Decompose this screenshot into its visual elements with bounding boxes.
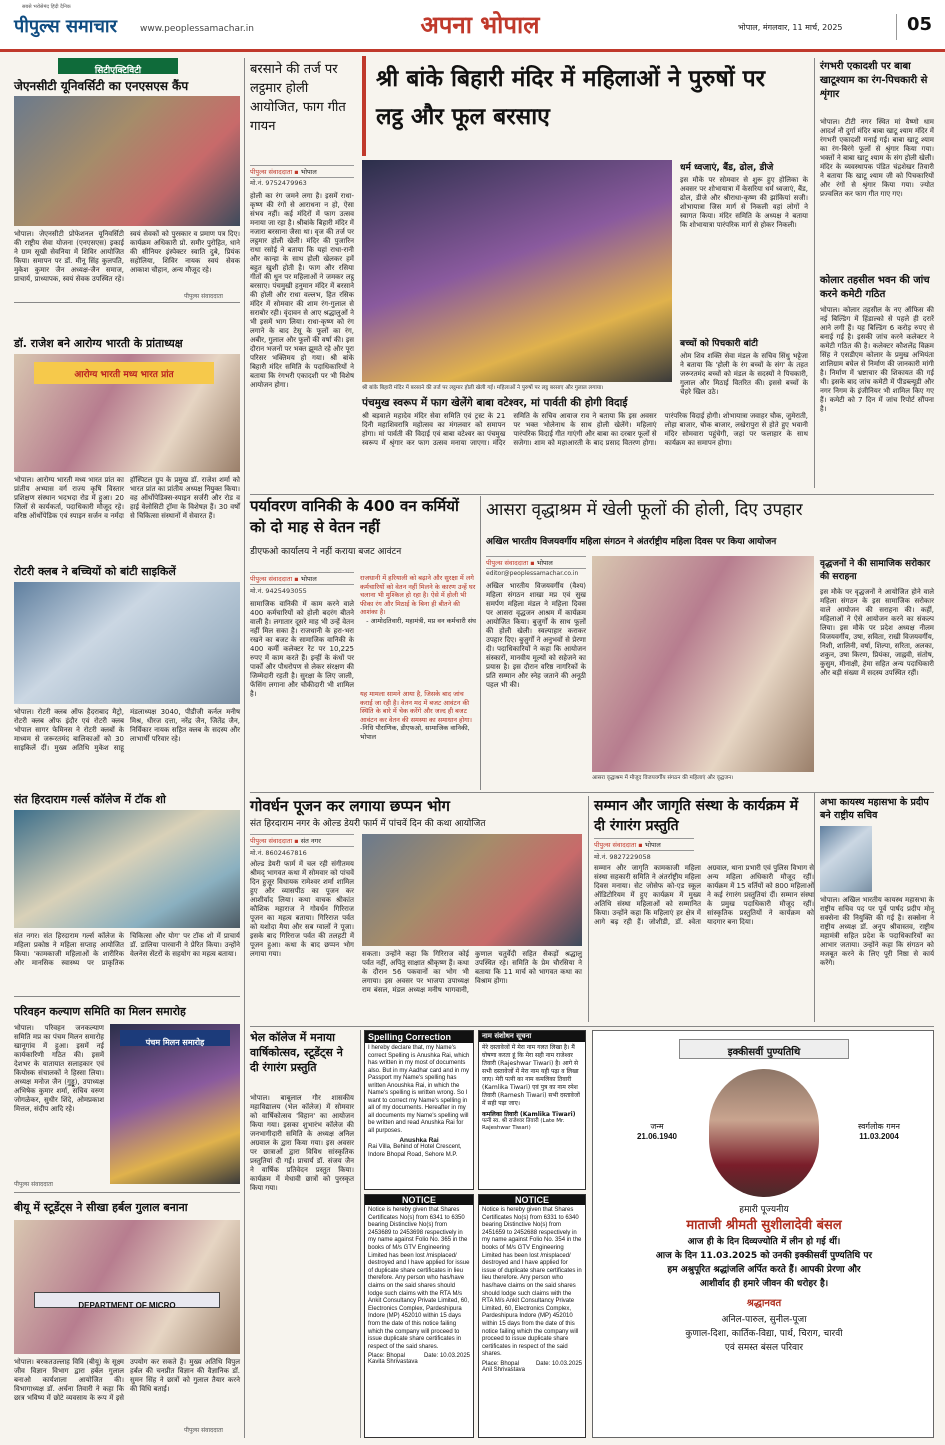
website-url[interactable]: www.peoplessamachar.in xyxy=(140,24,254,34)
samman-body: सम्मान और जागृति कामकाजी महिला संस्था सहकारी समिति ने अंतर्राष्ट्रीय महिला दिवस मनाया। सेट जोसेफ को-एड स्कूल ऑडिटोरियम में हुए कार्यक्रम में मुख्य अतिथि संस्था महिलाओं को सम्मानित किया। उन्होंने कहा कि महिलाएं हर क्षेत्र में आगे बढ़ रही हैं। जोशीडी, डॉ. श्वेता अग्रवाल, थाना प्रभारी एवं पुलिस विभाग से अन्य महिला अधिकारी मौजूद रहीं। कार्यक्रम में 15 वर्तियों को 800 महिलाओं ने कई रंगारंग प्रस्तुतियां दीं। सम्मान संस्था के प्रमुख पदाधिकारी मौजूद रहीं। सांस्कृतिक प्रस्तुतियों ने कार्यक्रम को यादगार बना दिया। xyxy=(594,864,814,926)
rangbhari-body: भोपाल। टीटी नगर स्थित मां वैष्णो धाम आदर्श नौ दुर्गा मंदिर बाबा खाटू श्याम मंदिर में रंगभरी एकादशी मनाई गई। बाबा खाटू श्याम का रंग-बिरंगे फूलों से श्रृंगार किया गया। भक्तों ने बाबा खाटू श्याम के संग होली खेली। मंदिर के व्यवस्थापक पंडित चंद्रशेखर तिवारी ने बताया कि खाटू श्याम जी को पिचकारियों और रंगों से श्रृंगार किया गया। ज्योत प्रज्वलित कर फाग गीत गाए गए। xyxy=(820,118,934,198)
bhel-body: भोपाल। बाबूलाल गौर शासकीय महाविद्यालय (भेल कॉलेज) में सोमवार को वार्षिकोत्सव 'विहान' का आयोजन किया गया। इसका शुभारंभ कॉलेज की जनभागीदारी समिति के अध्यक्ष अनिल अग्रवाल के द्वारा किया गया। इस अवसर पर छात्राओं द्वारा विविध सांस्कृतिक प्रस्तुतियां दी गईं। प्राचार्य डॉ. संजय जैन ने वार्षिक प्रतिवेदन प्रस्तुत किया। कार्यक्रम में मेधावी छात्रों को पुरस्कृत किया गया। xyxy=(250,1094,354,1192)
spelling-title: Spelling Correction xyxy=(365,1031,473,1043)
bhel-headline: भेल कॉलेज में मनाया वार्षिकोत्सव, स्टूडेंट्स ने दी रंगारंग प्रस्तुति xyxy=(250,1031,343,1074)
banke-bihari-photo xyxy=(362,160,672,382)
paryavaran-quote1 xyxy=(360,574,476,686)
obituary-family1: अनिल-पारुल, सुनील-पूजा xyxy=(721,1315,807,1325)
barsane-byline-text: पीपुल्स संवाददाता xyxy=(250,168,293,176)
govardhan-subhead: संत हिरदाराम नगर के ओल्ड डेयरी फार्म में पांचवें दिन की कथा आयोजित xyxy=(250,819,486,829)
death-label: स्वर्गलोक गमन xyxy=(858,1122,900,1131)
story-talkshow-body: संत नगर। संत हिरदाराम गर्ल्स कॉलेज के महिला प्रकोष्ठ ने महिला सप्ताह आयोजित किया। 'कामकाजी महिलाओं के शारीरिक और मानसिक स्वास्थ्य पर प्राकृतिक चिकित्सा और योग' पर टॉक शो में प्राचार्य डॉ. डालिया पारवानी ने प्रेरित किया। उन्होंने वेलनेस सेंटरों के सहयोग का महत्व बताया। xyxy=(14,932,240,967)
obituary-message xyxy=(601,1203,927,1355)
divider xyxy=(14,302,240,303)
banke-side2-body: ओम शिव शक्ति सेवा मंडल के सचिव सिंधु भट्टेजा ने बताया कि 'होली के रंग बच्चों के संग' के तहत जरूरतमंद बच्चों को मंडल के सदस्यों ने पिचकारी, गुलाल और मिठाई वितरित की। इससे बच्चों के चेहरे खिल उठे। xyxy=(680,352,808,396)
story-herbal-byline: पीपुल्स संवाददाता xyxy=(184,1427,223,1434)
barsane-mobile: मो.नं. 9752479963 xyxy=(250,179,307,187)
paryavaran-subhead: डीएफओ कार्यालय ने नहीं कराया बजट आवंटन xyxy=(250,547,402,557)
samman-mobile: मो.नं. 9827229058 xyxy=(594,853,651,861)
logo-tag: सबसे भरोसेमंद हिंदी दैनिक xyxy=(22,4,71,10)
kayastha-headline: अभा कायस्थ महासभा के प्रदीप बने राष्ट्रीय सचिव xyxy=(820,797,929,821)
notice1-place: Place: Bhopal xyxy=(368,1353,406,1360)
arogya-event-photo xyxy=(14,354,240,472)
banke-side1-body: इस मौके पर सोमवार से शुरू हुए होलिका के अवसर पर शोभायात्रा में केसरिया धर्म ध्वजाएं, बैंड, ढोल, डीजे और श्रीराधा-कृष्ण की झांकियां सजी। शोभायात्रा जिस मार्ग से निकली वहां लोगों ने स्वागत किया। मंदिर समिति के अध्यक्ष ने बताया कि शोभायात्रा पारंपरिक मार्ग से होकर निकली। xyxy=(680,176,808,229)
logo-text: पीपुल्स समाचार xyxy=(14,16,117,37)
paryavaran-byline-text: पीपुल्स संवाददाता xyxy=(250,575,293,583)
page-number xyxy=(896,14,932,40)
obituary-line2: आज के दिन 11.03.2025 को उनकी इक्कीसवीं पुण्यतिथि पर xyxy=(655,1251,873,1261)
section-divider xyxy=(250,792,934,793)
obituary-name: माताजी श्रीमती सुशीलादेवी बंसल xyxy=(686,1218,842,1233)
notice2-signatory: Anil Shrivastava xyxy=(482,1366,526,1373)
arogya-banner xyxy=(34,362,214,384)
samman-headline: सम्मान और जागृति संस्था के कार्यक्रम में दी रंगारंग प्रस्तुति xyxy=(594,798,799,834)
herbal-gulal-photo xyxy=(14,1220,240,1354)
obituary-portrait xyxy=(709,1069,819,1197)
samman-byline-text: पीपुल्स संवाददाता xyxy=(594,841,637,849)
aasra-subhead: अखिल भारतीय विजयवर्गीय महिला संगठन ने अंतर्राष्ट्रीय महिला दिवस पर किया आयोजन xyxy=(486,537,777,547)
birth-date: 21.06.1940 xyxy=(636,1132,678,1141)
story-arogya-headline: डॉ. राजेश बने आरोग्य भारती के प्रांताध्यक्ष xyxy=(14,337,183,350)
share-notice-2 xyxy=(478,1194,586,1438)
herbal-banner-text: DEPARTMENT OF MICRO xyxy=(78,1301,176,1310)
masthead-logo xyxy=(14,4,134,38)
samman-byline: पीपुल्स संवाददाता ▪ भोपाल xyxy=(594,838,694,851)
notice2-date: Date: 10.03.2025 xyxy=(535,1360,582,1367)
barsane-body: होली का रंग जमने लगा है। इसमें राधा-कृष्ण की रंगों से आराधना न हो, ऐसा संभव नहीं। कई मंदिरों में फाग उत्सव मनाया जा रहा है। श्रीबांके बिहारी मंदिर में नजारा बरसाना जैसा था। वृज की तर्ज पर लट्ठमार होली खेली। मंदिर की पुजारिन राधा रसोई ने बताया कि यहां राधा-रानी और कान्हा के साथ होली खेलकर हमें बहुत खुशी होती है। फाग और रसिया गीतों की धुन पर महिलाओं ने जमकर लट्ठ बरसाए। पंचमुखी हनुमान मंदिर में बरसाने की होली और राधा वल्लभ, हित रसिक मंदिर में सोमवार की शाम रंग-गुलाल से सराबोर रही। वृंदावन से आए श्रद्धालुओं ने भी इसमें भाग लिया। राधा-कृष्ण को रंग लगाने के बाद टेसू के फूलों का रंग, अबीर, गुलाल और फूलों की वर्षा की। इस दौरान भजनों पर भक्त झूमते रहे और पूरा परिसर भक्तिमय हो गया। श्री बांके बिहारी मंदिर समिति के पदाधिकारियों ने बताया कि रंगभरी एकादशी पर भी विशेष आयोजन होगा। xyxy=(250,192,354,389)
story-parivahan-byline: पीपुल्स संवाददाता xyxy=(14,1181,53,1188)
govardhan-body2: सकता। उन्होंने कहा कि गिरिराज कोई पर्वत नहीं, अपितु साक्षात श्रीकृष्ण हैं। कथा के दौरान 56 पकवानों का भोग भी लगाया। इस अवसर पर भाजपा उपाध्यक्ष राम बंसल, मंडल अध्यक्ष मनीष भागवानी, कुणाल चतुर्वेदी सहित सैकड़ों श्रद्धालु उपस्थित रहे। समिति के प्रेम चौरसिया ने बताया कि 11 मार्च को भागवत कथा का विश्राम होगा। xyxy=(362,950,582,994)
notice1-title: NOTICE xyxy=(365,1195,473,1205)
obituary-intro: हमारी पूज्यनीय xyxy=(739,1205,789,1215)
aasra-byline-text: पीपुल्स संवाददाता xyxy=(486,559,529,567)
column-divider xyxy=(588,796,589,1022)
parivahan-photo xyxy=(110,1024,240,1184)
paryavaran-mobile: मो.नं. 9425493055 xyxy=(250,587,307,595)
parivahan-banner-text: पंचम मिलन समारोह xyxy=(145,1038,205,1047)
section-title xyxy=(380,8,580,40)
govardhan-mobile: मो.नं. 8602467816 xyxy=(250,849,307,857)
kolar-body: भोपाल। कोलार तहसील के नए ऑफिस की नई बिल्डिंग में हिंडाल्को से पहले ही दरारें आने लगी हैं। यह बिल्डिंग 6 करोड़ रुपए से बनाई गई है। इसकी जांच करने कलेक्टर ने कमेटी गठित की है। कलेक्टर कौशलेंद्र विक्रम सिंह ने एसडीएम कोलार के प्रमुख अभियंता शालिग्राम बघेल से निर्माण की जानकारी मांगी है। निर्माण में भ्रष्टाचार की शिकायत की गई थी। इसके बाद जांच कमेटी में पीडब्ल्यूडी और नगर निगम के इंजीनियर भी शामिल किए गए हैं। कमेटी को 7 दिन में जांच रिपोर्ट सौंपना है। xyxy=(820,306,934,413)
aasra-photo xyxy=(592,556,814,772)
govardhan-headline: गोवर्धन पूजन कर लगाया छप्पन भोग xyxy=(250,797,450,815)
arogya-banner-text: आरोग्य भारती मध्य भारत प्रांत xyxy=(74,370,174,380)
section-divider xyxy=(250,494,934,495)
banke-bihari-headline-box xyxy=(362,56,808,156)
paryavaran-quote2-text: यह मामला सामने आया है, जिसके बाद जांच कराई जा रही है। वेतन मद में बजट आवंटन की स्थिति के बारे में चेक करेंगे और जल्द ही बजट आवंटन कर वेतन की समस्या का समाधान होगा। xyxy=(360,690,472,724)
banke-bihari-caption: श्री बांके बिहारी मंदिर में बरसाने की तर्ज पर लट्ठमार होली खेली गई। महिलाओं ने पुरुषों पर लट्ठ बरसाए और गुलाल लगाया। xyxy=(362,385,604,391)
aasra-email[interactable]: editor@peoplessamachar.co.in xyxy=(486,570,579,577)
story-arogya-body: भोपाल। आरोग्य भारती मध्य भारत प्रांत का प्रांतीय अभ्यास वर्ग राज्य कृषि विस्तार प्रशिक्षण संस्थान भदभदा रोड में हुआ। 20 जिलों से कार्यकर्ता, पदाधिकारी मौजूद रहे। वरिष्ठ ऑर्थोपेडिक एवं स्पाइन सर्जन व नर्मदा हॉस्पिटल ग्रुप के प्रमुख डॉ. राजेश शर्मा को भारत प्रांत का प्रांतीय अध्यक्ष नियुक्त किया। वह ऑर्थोपेडिक्स-स्पाइन सर्जरी और रोड व हाई वेलोसिटी ट्रॉमा के विशेषज्ञ हैं। 30 वर्षों से चिकित्सा संस्थानों में सेवारत हैं। xyxy=(14,476,240,520)
banke-side2-headline: बच्चों को पिचकारी बांटी xyxy=(680,339,758,349)
notice2-title: NOTICE xyxy=(479,1195,585,1205)
birth-label: जन्म xyxy=(650,1122,664,1131)
spelling-address: Rai Villa, Behind of Hotel Crescent, Indore Bhopal Road, Sehore M.P. xyxy=(368,1144,462,1158)
banke-bihari-headline: श्री बांके बिहारी मंदिर में महिलाओं ने पुरुषों पर लट्ठ और फूल बरसाए xyxy=(376,66,766,130)
parivahan-banner xyxy=(120,1030,230,1046)
name-change-notice xyxy=(478,1030,586,1190)
story-herbal-body: भोपाल। बरकतउल्लाह विवि (बीयू) के सूक्ष्म जीव विज्ञान विभाग द्वारा हर्बल गुलाल बनाओ कार्यशाला आयोजित की। विभागाध्यक्ष डॉ. अर्चना तिवारी ने कहा कि छात्र भविष्य में छोटे व्यवसाय के रूप में इसे उपयोग कर सकते हैं। मुख्य अतिथि विपुल हर्बल की चनप्रीत विज्ञान की वैज्ञानिक डॉ. सुमन सिंह ने छात्रों को गुलाल तैयार करने की विधि बताई। xyxy=(14,1358,240,1402)
barsane-headline: बरसाने की तर्ज पर लट्ठमार होली आयोजित, फाग गीत गायन xyxy=(250,62,346,134)
notice1-signatory: Kavita Shrivastava xyxy=(368,1359,418,1366)
aasra-headline: आसरा वृद्धाश्रम में खेली फूलों की होली, दिए उपहार xyxy=(486,500,803,520)
spelling-name: Anushka Rai xyxy=(399,1137,439,1144)
page-number-text: 05 xyxy=(906,14,932,35)
story-nss-headline: जेएनसीटी यूनिवर्सिटी का एनएसएस कैंप xyxy=(14,79,189,93)
paryavaran-byline: पीपुल्स संवाददाता ▪ भोपाल xyxy=(250,572,354,585)
barsane-byline-place: भोपाल xyxy=(300,168,317,176)
obituary-birth xyxy=(617,1121,697,1141)
notice1-body: Notice is hereby given that Shares Certificates No(s) from 6341 to 6350 bearing Distinctive No(s) from 2453689 to 2453698 respectively in my name against Folio No. 365 in the books of M/s GTV Engineering Limited has been lost /misplaced/ destroyed and I have applied for issue of duplicate share certificates in lieu therefore. Any person who has/have claims on the said shares should lodge such claims with the RTA M/s Ankit Consultancy Private Limited, 60, Electronics Complex, Pardeshipura Indore (MP) 452010 within 15 days from the date of this notice failing which the company will proceed to issue duplicate share certificates in respect of the said shares. xyxy=(368,1207,470,1350)
paryavaran-quote2-by: -निधि पौराणिक, डीएफओ, सामाजिक वानिकी, भोपाल xyxy=(360,724,470,741)
nss-camp-photo xyxy=(14,96,240,226)
samman-byline-place: भोपाल xyxy=(644,841,661,849)
column-divider xyxy=(814,792,815,1022)
story-herbal-headline: बीयू में स्टूडेंट्स ने सीखा हर्बल गुलाल बनाना xyxy=(14,1201,188,1214)
govardhan-photo xyxy=(362,834,582,946)
rangbhari-headline: रंगभरी एकादशी पर बाबा खाटूश्याम का रंग-पिचकारी से शृंगार xyxy=(820,61,928,100)
share-notice-1 xyxy=(364,1194,474,1438)
obituary-line1: आज ही के दिन दिव्यज्योति में लीन हो गई थीं। xyxy=(687,1237,841,1247)
notice1-date: Date: 10.03.2025 xyxy=(423,1353,470,1360)
obituary-line4: आशीर्वाद ही हमारे जीवन की धरोहर है। xyxy=(699,1279,829,1289)
city-activity-column xyxy=(14,58,240,1438)
paryavaran-quote1-text: राजधानी में हरियाली को बढ़ाने और सुरक्षा में लगे कर्मचारियों को वेतन नहीं मिलने के कारण उन्हें घर चलाना भी मुश्किल हो रहा है। ऐसे में होली भी फीका रंग और मिठाई के बिना ही बीतने की आशंका है। xyxy=(360,574,476,616)
herbal-banner xyxy=(34,1292,220,1308)
dateline: भोपाल, मंगलवार, 11 मार्च, 2025 xyxy=(738,23,843,32)
city-activity-tag-text: सिटीएक्टिविटी xyxy=(94,66,142,76)
aasra-byline: पीपुल्स संवाददाता ▪ भोपाल xyxy=(486,556,586,569)
story-rotary-body: भोपाल। रोटरी क्लब ऑफ हैदराबाद मैट्रो, रोटरी क्लब ऑफ इंदौर एवं रोटरी क्लब भोपाल सागर फेमिनस ने रोटरी क्लबों के माध्यम से जरूरतमंद बालिकाओं को 30 साइकिलें दीं। मुख्य अतिथि मुकेश साहू मंडलाध्यक्ष 3040, पीडीजी कर्नल मनीष मिश्र, धीरज दत्ता, नरेंद्र जैन, जितेंद्र जैन, निर्विकार नायक सहित क्लब के सदस्य और लाभार्थी परिवार रहे। xyxy=(14,708,240,752)
story-rotary-headline: रोटरी क्लब ने बच्चियों को बांटी साइकिलें xyxy=(14,564,240,580)
paryavaran-headline: पर्यावरण वानिकी के 400 वन कर्मियों को दो माह से वेतन नहीं xyxy=(250,497,459,536)
story-parivahan-headline: परिवहन कल्याण समिति का मिलन समारोह xyxy=(14,1005,186,1018)
banke-side1-headline: धर्म ध्वजाएं, बैंड, ढोल, डीजे xyxy=(680,163,774,173)
spelling-correction-notice xyxy=(364,1030,474,1190)
paryavaran-quote2 xyxy=(360,690,476,790)
city-activity-tag xyxy=(58,58,178,74)
story-nss-byline: पीपुल्स संवाददाता xyxy=(184,293,223,300)
aasra-body: अखिल भारतीय विजयवर्गीय (वैश्य) महिला संगठन शाखा मप्र एवं सुख समर्पण महिला मंडल ने महिला दिवस पर आसरा वृद्धजन आश्रम में कार्यक्रम आयोजित किया। बुजुर्गों के साथ फूलों की होली खेली। स्वल्पाहार कराकर उपहार दिए। बुजुर्गों ने अनुभवों से प्रेरणा दी। पदाधिकारियों ने कहा कि आयोजन संस्कारों, मानवीय मूल्यों को सहेजने का प्रयास है। इस दौरान वरिष्ठ नागरिकों के प्रति सम्मान और स्नेह जताने की अनूठी पहल भी की। xyxy=(486,582,586,689)
govardhan-byline: पीपुल्स संवाददाता ▪ संत नगर xyxy=(250,834,354,847)
aasra-byline-place: भोपाल xyxy=(536,559,553,567)
spelling-body: I hereby declare that, my Name's correct Spelling is Anushka Rai, which has written in my most of documents also. But in my Aadhar card and in my Passport my Name's spelling has written Anoushka Rai, in which the Name's spelling is written wrong. So I want to correct my Name's spelling in all of my documents. Hereafter in my all documents my Name's spelling will be written and read Anushka Rai for all purposes. xyxy=(368,1045,470,1134)
obituary-family3: एवं समस्त बंसल परिवार xyxy=(724,1343,804,1353)
story-nss-body: भोपाल। जेएनसीटी प्रोफेशनल यूनिवर्सिटी की राष्ट्रीय सेवा योजना (एनएसएस) इकाई ने ग्राम सूखी सेवनिया में शिविर आयोजित किया। समापन पर डॉ. मीनू सिंह कुलपति, मुकेश कुमार जैन अध्यक्ष-जैन समाज, प्राचार्य, प्राध्यापक, स्वयं सेवक उपस्थित रहे। स्वयं सेवकों को पुरस्कार व प्रमाण पत्र दिए। कार्यक्रम अधिकारी प्रो. समीर पुरोहित, धाने की सीनियर इंस्पेक्टर स्वाति दुबे, प्रियंक सहोलिया, शिविर नायक स्वयं सेवक आकाश चौहान, अन्य मौजूद रहे। xyxy=(14,230,240,283)
govardhan-body: ओल्ड डेयरी फार्म में चल रही संगीतमय श्रीमद् भागवत कथा में सोमवार को पांचवें दिन हुजूर विधायक रामेश्वर शर्मा शामिल हुए और व्यासपीठ का पूजन कर आशीर्वाद लिया। कथा वाचक श्रीकांत कौशिक महाराज ने गोवर्धन गिरिराज पूजन का महत्व बताया। गिरिराज पर्वत को यशोदा मैया और सब ग्वालों ने पूजा। इसके बाद गिरिराज पर्वत की तलहटी में पूजन हुआ। कथा के बाद छप्पन भोग लगाया गया। xyxy=(250,860,354,958)
story-talkshow-headline: संत हिरदाराम गर्ल्स कॉलेज में टॉक शो xyxy=(14,792,240,808)
govardhan-byline-text: पीपुल्स संवाददाता xyxy=(250,837,293,845)
banke-sub-body: श्री बड़वाले महादेव मंदिर सेवा समिति एवं ट्रस्ट के 21 दिनी महाशिवरात्रि महोत्सव का मंगलवार को समापन होगा। मां पार्वती की विदाई एवं बाबा वटेश्वर का पंचमुख स्वरूप में श्रृंगार कर फाग उत्सव मनाया जाएगा। मंदिर समिति के सचिव आवाज राव ने बताया कि इस अवसर पर भक्त भोलेनाथ के साथ होली खेलेंगे। महिलाएं पारंपरिक विदाई गीत गाएंगी और बाबा का दरबार फूलों से सजेगा। शाम को महाआरती के बाद प्रसाद वितरण होगा। पारंपरिक विदाई होगी। शोभायात्रा जवाहर चौक, जुमेराती, लोहा बाजार, चौक बाजार, लखेरापुरा से होते हुए भवानी मंदिर सोमवारा पहुंचेगी, जहां पर फलाहार के साथ कार्यक्रम का समापन होगा। xyxy=(362,412,808,447)
paryavaran-quote1-by: - आमोदतिवारी, महामंत्री, मप्र वन कर्मचारी संघ xyxy=(366,616,476,625)
column-divider xyxy=(360,1030,361,1438)
rotary-cycles-photo xyxy=(14,582,240,704)
obituary-title: इक्कीसवीं पुण्यतिथि xyxy=(727,1047,801,1058)
aasra-side-headline: वृद्धजनों ने की सामाजिक सरोकार की सराहना xyxy=(820,559,931,582)
aasra-side-body: इस मौके पर वृद्धजनों ने आयोजित होने वाले महिला संगठन के इस सामाजिक सरोकार वाले आयोजन की सराहना की। कहीं, महिलाओं ने ऐसे आयोजन करने का संकल्प लिया। इस मौके पर प्रदेश अध्यक्ष नीलम विजयवर्गीय, उषा, सविता, राखी विजयवर्गीय, निशी, शालिनी, वर्षा, शिल्पा, सरिता, अलका, शकुन, उषा किरण, प्रियंका, जाह्नवी, संतोष, कुसुम, मीनाक्षी, हेमा सहित अन्य पदाधिकारी और बड़ी संख्या में सदस्य उपस्थित रहीं। xyxy=(820,588,934,677)
divider xyxy=(14,1192,240,1193)
paryavaran-body: सामाजिक वानिकी में काम करने वाले 400 कर्मचारियों को होली बदरंग बीतने वाली है। लगातार दूसरे माह भी उन्हें वेतन नहीं मिल सका है। राजधानी के हरा-भरा रखने का बजट के सामाजिक वानिकी के 400 कर्मी कलेक्टर रेट पर 10,225 रुपए में काम करते हैं। इन्हीं के कंधों पर पार्कों और पौधरोपण से लेकर संरक्षण की जिम्मेदारी रहती है। सुरक्षा के लिए जाली, फेंसिंग लगाना और चौकीदारी भी शामिल है। xyxy=(250,600,354,698)
notice2-place: Place: Bhopal xyxy=(482,1360,520,1367)
obituary-title-box xyxy=(679,1039,849,1059)
story-parivahan-body: भोपाल। परिवहन जनकल्याण समिति मप्र का पंचम मिलन समारोह खानूगांव में हुआ। इसमें नई कार्यकारिणी गठित की। इसमें देशभर के यातायात सलाहकार एवं कियोस्क संचालकों ने हिस्सा लिया। अध्यक्ष मनोज जैन (गुड्डू), उपाध्यक्ष अभिषेक कुमार शर्मा, सचिव वरुण जोगळेकर, सुधीर शिंदे, ओमप्रकाश मित्तल, संदीप आदि रहे। xyxy=(14,1024,104,1113)
paryavaran-byline-place: भोपाल xyxy=(300,575,317,583)
section-divider xyxy=(250,1026,934,1027)
banke-sub-headline: पंचमुख स्वरूप में फाग खेलेंगे बाबा वटेश्वर, मां पार्वती की होगी विदाई xyxy=(362,397,628,409)
obituary-by-label: श्रद्धानवत xyxy=(746,1298,782,1309)
name-change-title: नाम संशोधन सूचना xyxy=(479,1031,585,1042)
obituary-death xyxy=(829,1121,929,1141)
kayastha-portrait xyxy=(820,826,872,892)
obituary-line3: हम अश्रुपूरित श्रद्धांजलि अर्पित करते हैं। आपकी प्रेरणा और xyxy=(667,1265,861,1275)
column-divider xyxy=(814,58,815,488)
barsane-byline: पीपुल्स संवाददाता ▪ भोपाल xyxy=(250,165,354,178)
notice2-body: Notice is hereby given that Shares Certificates No(s) from 6331 to 6340 bearing Distinctive No(s) from 2451659 to 2452688 respectively in my name against Folio No. 354 in the books of M/s GTV Engineering Limited has been lost /misplaced/ destroyed and I have applied for issue of duplicate share certificates in lieu therefore. Any person who has/have claims on the said shares should lodge such claims with the RTA M/s Ankit Consultancy Private Limited, 60, Electronics Complex, Pardeshipura Indore (MP) 452010 within 15 days from the date of this notice failing which the company will proceed to issue duplicate share certificates in respect of the said shares. xyxy=(482,1207,582,1358)
death-date: 11.03.2004 xyxy=(859,1132,899,1141)
name-change-relation: पत्नी स्व. श्री राजेश्वर तिवारी (Late Mr. Rajeshwar Tiwari) xyxy=(482,1118,565,1131)
divider xyxy=(14,996,240,997)
govardhan-byline-place: संत नगर xyxy=(300,837,321,845)
aasra-caption: आसरा वृद्धाश्रम में मौजूद विजयवर्गीय संगठन की महिलाएं और वृद्धजन। xyxy=(592,775,734,781)
section-title-text: अपना भोपाल xyxy=(420,11,540,39)
kolar-headline: कोलार तहसील भवन की जांच करने कमेटी गठित xyxy=(820,275,930,300)
masthead xyxy=(0,0,945,52)
kayastha-body: भोपाल। अखिल भारतीय कायस्थ महासभा के राष्ट्रीय सचिव पद पर पूर्व पार्षद प्रदीप मोनू सक्सेना की नियुक्ति की गई है। सक्सेना ने राष्ट्रीय अध्यक्ष डॉ. अनूप श्रीवास्तव, राष्ट्रीय महामंत्री सहित प्रदेश के पदाधिकारियों का आभार जताया। उन्होंने कहा कि संगठन को मजबूत करने के लिए पूरी निष्ठा से कार्य करेंगे। xyxy=(820,896,934,967)
name-change-body: मेरे दस्तावेजों में मेरा नाम गलत लिखा है। मैं घोषणा करता हूं कि मेरा सही नाम राजेश्वर तिवारी (Rajeshwar Tiwari) है। आगे से सभी दस्तावेजों में मेरा नाम यही पढ़ा व लिखा जाए। मेरी पत्नी का नाम कमलिका तिवारी (Kamlika Tiwari) एवं पुत्र का नाम रमेश तिवारी (Ramesh Tiwari) सभी दस्तावेजों में सही पढ़ा जाए। xyxy=(482,1044,580,1107)
obituary-family2: कुणाल-दिशा, कार्तिक-विद्या, पार्थ, चिराग, चारवी xyxy=(685,1329,843,1339)
talkshow-photo xyxy=(14,810,240,928)
obituary-ad xyxy=(592,1030,934,1438)
column-divider xyxy=(244,58,245,1438)
column-divider xyxy=(480,496,481,790)
name-change-name: कमलिका तिवारी (Kamlika Tiwari) xyxy=(482,1111,576,1118)
